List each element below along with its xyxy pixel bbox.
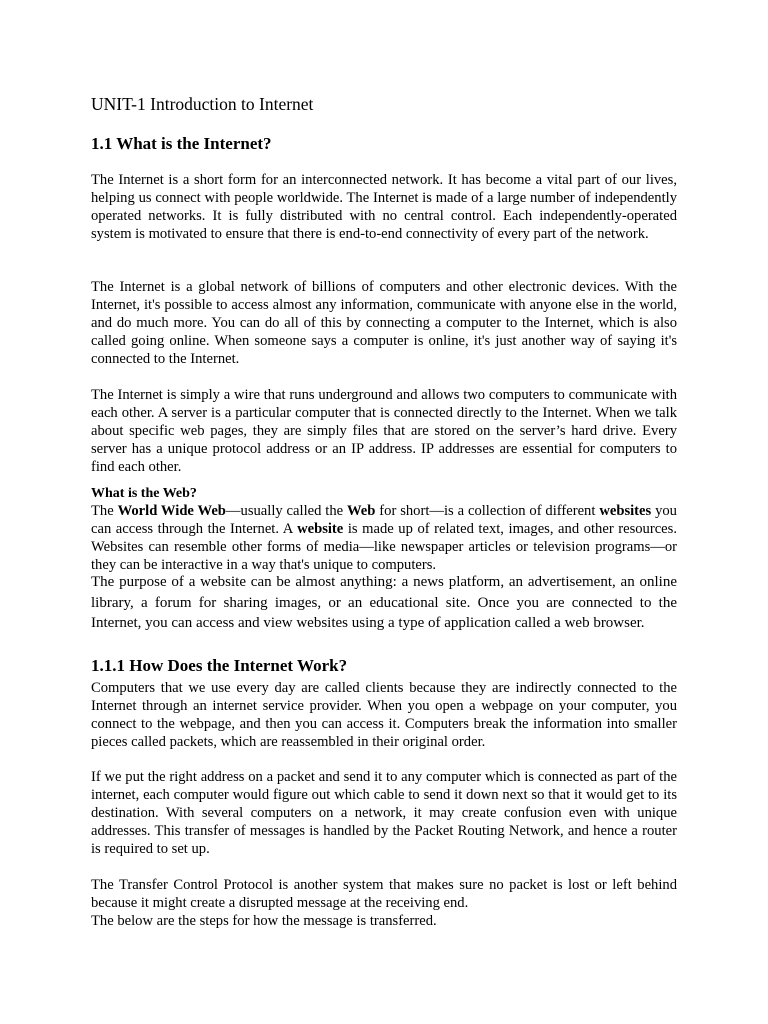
paragraph-message-steps: The below are the steps for how the message is transferred. <box>91 913 437 929</box>
paragraph-world-wide-web <box>91 503 677 575</box>
web-bold-world-wide-web: World Wide Web <box>117 503 226 519</box>
paragraph-transfer-control: The Transfer Control Protocol is another system that makes sure no packet is lost or left behind because it might create a disrupted message at the receiving end. <box>91 877 677 911</box>
web-text-4: you can access through the Internet. A <box>91 503 677 537</box>
unit-title: UNIT-1 Introduction to Internet <box>91 94 314 114</box>
web-bold-web: Web <box>347 503 376 519</box>
paragraph-packet-routing: If we put the right address on a packet and send it to any computer which is connected as part of the internet, each computer would figure out which cable to send it down next so that it would get to its destination. With several computers on a network, it may create confusion even with unique addresses. This transfer of messages is handled by the Packet Routing Network, and hence a router is required to set up. <box>91 769 677 857</box>
paragraph-internet-definition: The Internet is a short form for an interconnected network. It has become a vital part of our lives, helping us connect with people worldwide. The Internet is made of a large number of independently operated networks. It is fully distributed with no central control. Each independently-operated system is motivated to ensure that there is end-to-end connectivity of every part of the network. <box>91 172 677 242</box>
section-heading-1-1: 1.1 What is the Internet? <box>91 134 272 153</box>
paragraph-website-purpose: The purpose of a website can be almost anything: a news platform, an advertisement, an online library, a forum for sharing images, or an educational site. Once you are connected to the Internet, you can access and view websites using a type of application called a web browser. <box>91 574 677 631</box>
paragraph-global-network: The Internet is a global network of billions of computers and other electronic devices. With the Internet, it's possible to access almost any information, communicate with anyone else in the world, and do much more. You can do all of this by connecting a computer to the Internet, which is also called going online. When someone says a computer is online, it's just another way of saying it's connected to the Internet. <box>91 279 677 367</box>
web-text-5: is made up of related text, images, and other resources. Websites can resemble other forms of media—like newspaper articles or television programs—or they can be interactive in a way that's unique to computers. <box>91 520 677 573</box>
web-bold-websites: websites <box>599 503 652 519</box>
web-text-3: for short—is a collection of different <box>375 503 600 519</box>
web-text-2: —usually called the <box>225 503 348 519</box>
web-bold-website: website <box>297 520 344 537</box>
section-heading-1-1-1: 1.1.1 How Does the Internet Work? <box>91 656 348 675</box>
web-text-1: The <box>91 503 118 519</box>
paragraph-internet-wire: The Internet is simply a wire that runs underground and allows two computers to communicate with each other. A server is a particular computer that is connected directly to the Internet. When we talk about specific web pages, they are simply files that are stored on the server’s hard drive. Every server has a unique protocol address or an IP address. IP addresses are essential for computers to find each other. <box>91 387 677 475</box>
web-question-label: What is the Web? <box>91 486 197 501</box>
paragraph-clients: Computers that we use every day are called clients because they are indirectly connected to the Internet through an internet service provider. When you open a webpage on your computer, you connect to the webpage, and then you can access it. Computers break the information into smaller pieces called packets, which are reassembled in their original order. <box>91 680 677 750</box>
